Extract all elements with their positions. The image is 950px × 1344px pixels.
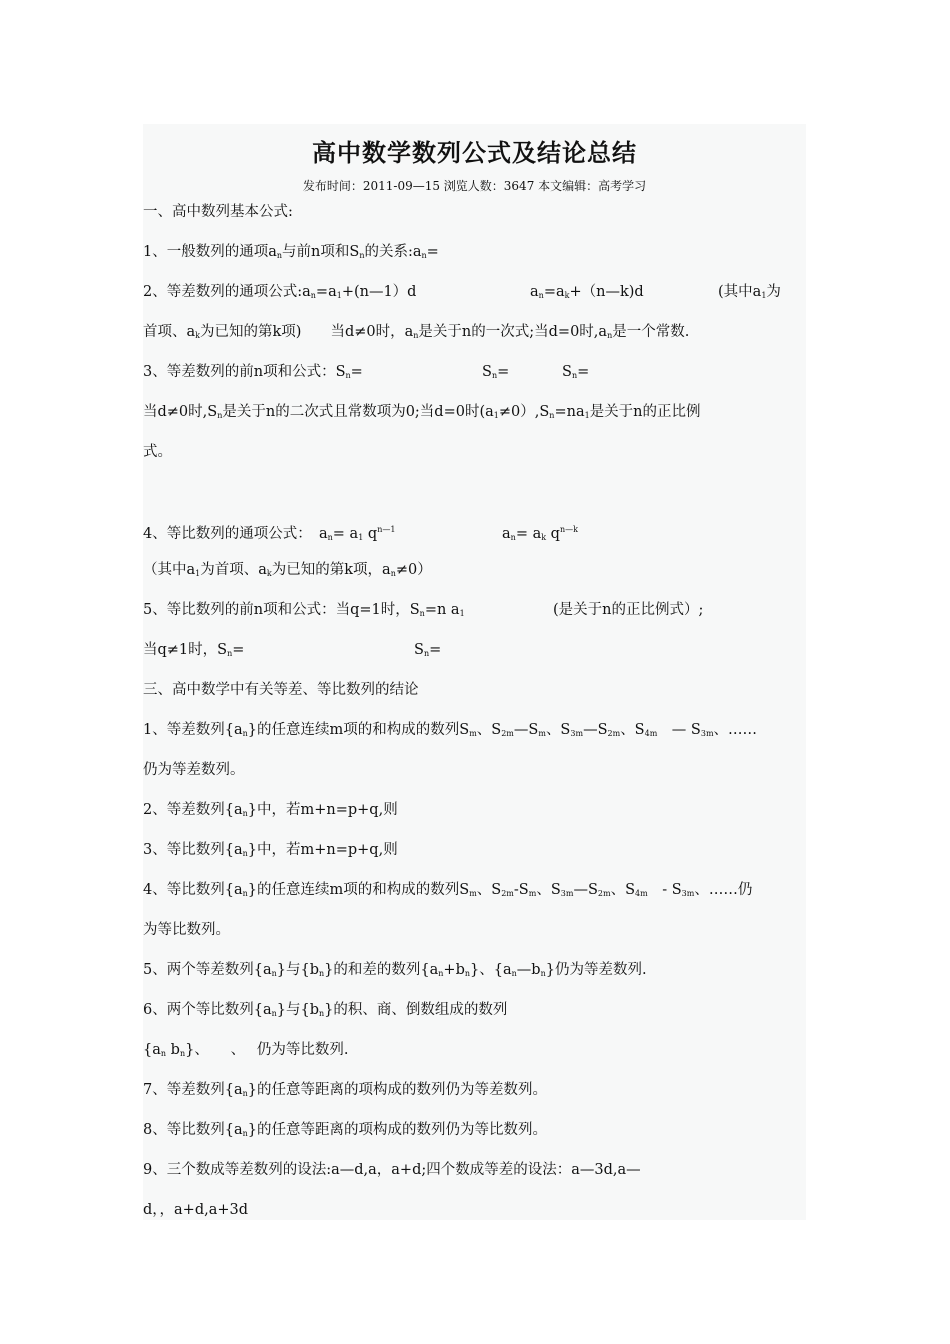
item-1-5-formula-a: 5、等比数列的前n项和公式：当q=1时，$S_n=n$ $a_1$ (143, 602, 465, 618)
item-1-4-formula-a: 4、等比数列的通项公式： $a_n= a_1$ $q^{n—1}$ (143, 525, 396, 542)
item-1-4-note: （其中$a_1$为首项、$a_k$为已知的第k项，$a_n\ne 0$） (143, 562, 432, 578)
conclusion-4: 4、等比数列$\{a_n\}$的任意连续m项的和构成的数列$S_m$、$S_{2m}-S_m$、$S_{3m}—S_{2m}$、$S_{4m}$ - $S_{3m}$、……仍 (143, 882, 753, 898)
item-1-3-formula-b: $S_n=$ (482, 364, 510, 380)
item-1-3-note: 当d≠0时$,S_n$是关于n的二次式且常数项为0;当d=0时$(a_1\ne 0),S_n=na_1$是关于n的正比例 (143, 404, 701, 420)
item-1-5-note: (是关于n的正比例式）; (553, 602, 704, 618)
item-1-2-formula-a: 2、等差数列的通项公式$:a_n=a_1+(n—1)d$ (143, 284, 417, 300)
item-1-1: 1、一般数列的通项$a_n$与前n项和$S_n$的关系$:a_n=$ (143, 244, 439, 260)
item-1-3-formula-c: $S_n=$ (562, 364, 590, 380)
conclusion-1-end: 仍为等差数列。 (143, 762, 245, 778)
item-1-2-note: (其中$a_1$为 (718, 284, 781, 300)
conclusion-4-end: 为等比数列。 (143, 922, 230, 938)
conclusion-9-end: d，，a+d,a+3d (143, 1202, 249, 1218)
conclusion-2: 2、等差数列$\{a_n\}$中，若m+n=p+q,则 (143, 802, 398, 818)
item-1-4-formula-b: $a_n= a_k$ $q^{n—k}$ (502, 525, 578, 542)
item-1-5-formula-b: 当q≠1时，$S_n=$ (143, 642, 245, 658)
conclusion-1: 1、等差数列$\{a_n\}$的任意连续m项的和构成的数列$S_m$、$S_{2m}—S_m$、$S_{3m}—S_{2m}$、$S_{4m}$ — $S_{3m}$、…… (143, 722, 758, 738)
item-1-3-formula-a: 3、等差数列的前n项和公式：$S_n=$ (143, 364, 363, 380)
item-1-5-formula-c: $S_n=$ (414, 642, 442, 658)
section-heading-3: 三、高中数学中有关等差、等比数列的结论 (143, 682, 419, 698)
conclusion-6-end: {$a_n$ $b_n$}、 、 仍为等比数列. (143, 1042, 349, 1058)
page-title: 高中数学数列公式及结论总结 (312, 138, 637, 167)
conclusion-9: 9、三个数成等差数列的设法:a—d,a，a+d;四个数成等差的设法：a—3d,a— (143, 1162, 641, 1178)
item-1-2-continued: 首项、$a_k$为已知的第k项) 当d≠0时，$a_n$是关于n的一次式;当d=0时$,a_n$是一个常数. (143, 324, 690, 340)
conclusion-5: 5、两个等差数列$\{a_n\}$与$\{b_n\}$的和差的数列$\{a_n+b_n\}$、$\{a_n—b_n\}$仍为等差数列. (143, 962, 647, 978)
item-1-3-note-end: 式。 (143, 444, 172, 460)
conclusion-8: 8、等比数列$\{a_n\}$的任意等距离的项构成的数列仍为等比数列。 (143, 1122, 547, 1138)
section-heading-1: 一、高中数列基本公式: (143, 204, 293, 220)
conclusion-3: 3、等比数列$\{a_n\}$中，若m+n=p+q,则 (143, 842, 398, 858)
article-meta: 发布时间：2011-09—15 浏览人数：3647 本文编辑：高考学习 (302, 179, 647, 193)
item-1-2-formula-b: $a_n=a_k+(n—k)d$ (530, 284, 644, 300)
conclusion-6: 6、两个等比数列$\{a_n\}$与$\{b_n\}$的积、商、倒数组成的数列 (143, 1002, 508, 1018)
conclusion-7: 7、等差数列$\{a_n\}$的任意等距离的项构成的数列仍为等差数列。 (143, 1082, 547, 1098)
